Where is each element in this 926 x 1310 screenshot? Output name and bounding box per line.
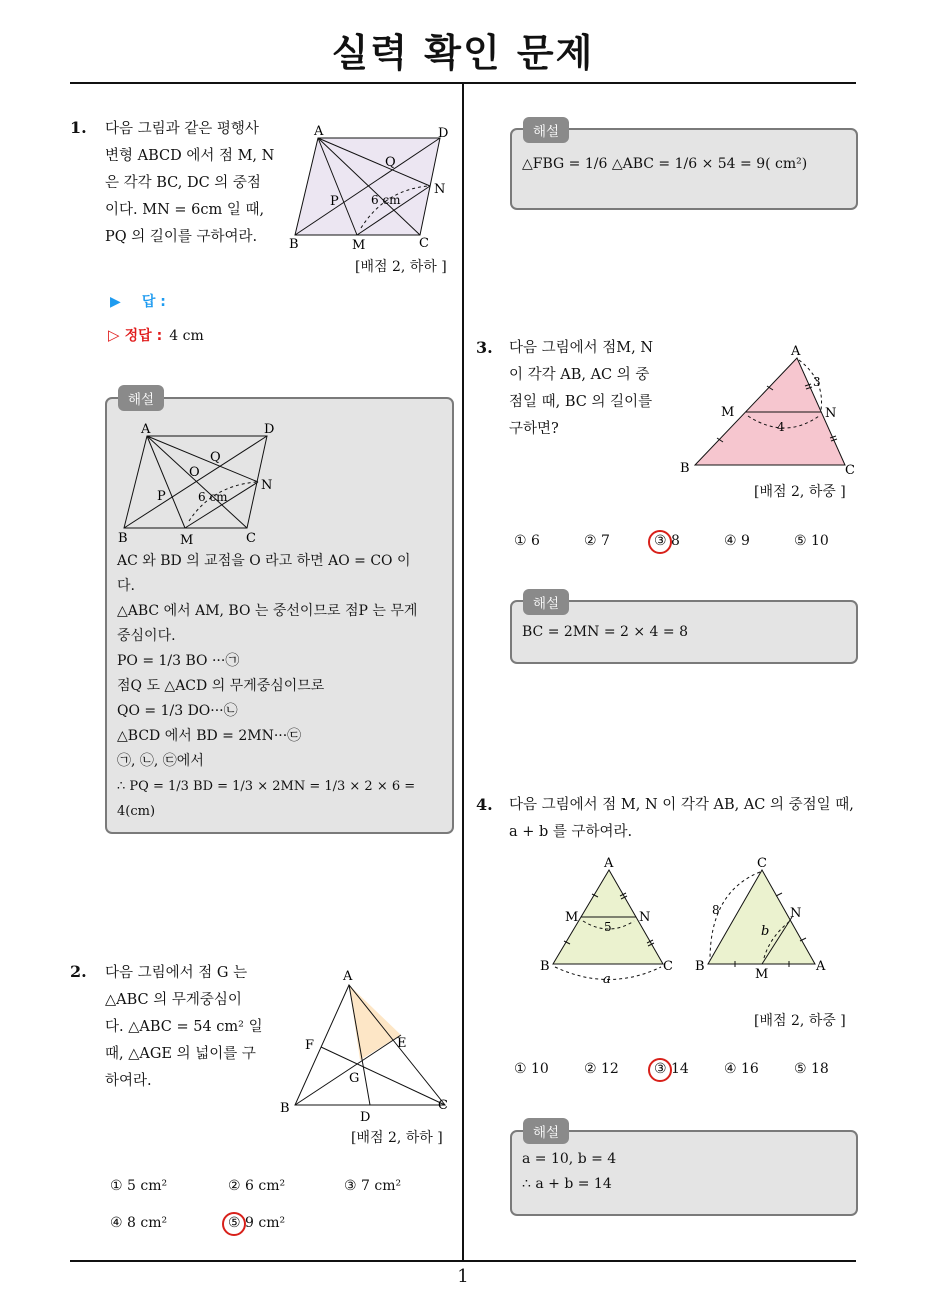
figure-label: B	[540, 959, 550, 974]
question-1-line: 은 각각 BC, DC 의 중점	[105, 175, 261, 191]
solution-tag: 해설	[523, 1118, 569, 1144]
figure-label: N	[639, 910, 651, 925]
figure-label: A	[791, 344, 801, 359]
figure-label: M	[565, 910, 579, 925]
figure-label: N	[261, 478, 273, 493]
figure-label: B	[680, 461, 690, 476]
choice-3[interactable]: ③ 7 cm²	[344, 1178, 402, 1194]
figure-label: O	[189, 465, 200, 480]
page-number: 1	[457, 1266, 469, 1287]
figure-label: C	[438, 1098, 448, 1113]
correct-answer-row	[108, 325, 204, 345]
question-1-line: 다음 그림과 같은 평행사	[105, 121, 259, 137]
figure-label: F	[305, 1038, 315, 1053]
choice-4[interactable]: ④ 16	[724, 1061, 759, 1077]
question-2-line: 때, △AGE 의 넓이를 구	[105, 1046, 256, 1062]
question-3-number: 3.	[476, 338, 493, 357]
figure-label: C	[246, 531, 256, 546]
choice-2[interactable]: ② 7	[584, 533, 610, 549]
correct-answer-label: 정답 :	[124, 328, 163, 344]
figure-label: M	[180, 533, 194, 548]
question-2-number: 2.	[70, 962, 87, 981]
question-3-text	[509, 335, 669, 443]
choice-5[interactable]: ⑤ 10	[794, 533, 829, 549]
figure-label: D	[360, 1110, 371, 1125]
figure-label: A	[604, 856, 614, 871]
question-1-text	[105, 116, 280, 251]
question-2-text	[105, 960, 270, 1095]
figure-label: Q	[210, 450, 221, 465]
figure-label: A	[343, 969, 353, 984]
figure-label: M	[755, 967, 769, 982]
question-2-meta: [배점 2, 하하 ]	[351, 1130, 443, 1146]
figure-label: 4	[777, 420, 785, 434]
solution-line: 중심이다.	[117, 628, 176, 644]
solution-line: △ABC 에서 AM, BO 는 중선이므로 점P 는 무게	[117, 603, 418, 619]
figure-label: C	[419, 236, 429, 251]
question-4-line: a + b 를 구하여라.	[509, 824, 633, 840]
solution-1-figure	[112, 418, 287, 548]
figure-label: 5	[604, 920, 612, 934]
question-4-line: 다음 그림에서 점 M, N 이 각각 AB, AC 의 중점일 때,	[509, 797, 854, 813]
solution-line: QO = 1/3 DO···㉡	[117, 703, 238, 719]
figure-label: A	[816, 959, 826, 974]
question-4-meta: [배점 2, 하중 ]	[754, 1013, 846, 1029]
figure-label: G	[349, 1071, 360, 1086]
question-2-line: △ABC 의 무게중심이	[105, 992, 242, 1008]
question-3-line: 구하면?	[509, 421, 559, 437]
question-2-figure	[275, 965, 455, 1125]
figure-label: A	[141, 422, 151, 437]
question-1-line: 이다. MN = 6cm 일 때,	[105, 202, 265, 218]
bottom-rule	[70, 1260, 856, 1262]
solution-line: ㉠, ㉡, ㉢에서	[117, 753, 204, 769]
figure-label: B	[289, 237, 299, 252]
question-1-number: 1.	[70, 118, 87, 137]
outline-arrow-icon: ▷	[108, 326, 120, 344]
choice-1[interactable]: ① 5 cm²	[110, 1178, 168, 1194]
choice-4[interactable]: ④ 9	[724, 533, 750, 549]
correct-answer-value: 4 cm	[169, 328, 204, 344]
question-4-figure-left	[535, 852, 685, 987]
question-3-figure	[675, 340, 860, 480]
question-4-solution	[522, 1147, 616, 1197]
question-3-meta: [배점 2, 하중 ]	[754, 484, 846, 500]
choice-5[interactable]: ⑤ 9 cm²	[228, 1215, 286, 1231]
play-arrow-icon: ▶	[110, 294, 121, 310]
question-4-figure-right	[690, 852, 835, 987]
figure-label: B	[280, 1101, 290, 1116]
choice-3[interactable]: ③ 14	[654, 1061, 689, 1077]
solution-line: △BCD 에서 BD = 2MN···㉢	[117, 728, 302, 744]
question-2-line: 다음 그림에서 점 G 는	[105, 965, 248, 981]
figure-label: D	[264, 422, 275, 437]
figure-label: B	[695, 959, 705, 974]
figure-label: N	[790, 906, 802, 921]
figure-label: b	[761, 924, 770, 939]
figure-label: P	[330, 194, 339, 209]
question-3-solution: BC = 2MN = 2 × 4 = 8	[522, 624, 688, 640]
question-1-line: 변형 ABCD 에서 점 M, N	[105, 148, 275, 164]
figure-label: C	[757, 856, 767, 871]
solution-line: 다.	[117, 578, 135, 594]
figure-label: P	[157, 489, 166, 504]
question-2-line: 다. △ABC = 54 cm² 일	[105, 1019, 263, 1035]
question-3-line: 이 각각 AB, AC 의 중	[509, 367, 650, 383]
figure-label: Q	[385, 155, 396, 170]
choice-1[interactable]: ① 6	[514, 533, 540, 549]
figure-label: 6 cm	[371, 193, 401, 207]
figure-label: C	[845, 463, 855, 478]
question-4-number: 4.	[476, 795, 493, 814]
answer-label: 답 :	[141, 294, 166, 310]
solution-line: ∴ PQ = 1/3 BD = 1/3 × 2MN = 1/3 × 2 × 6 = 4(cm)	[117, 779, 416, 819]
solution-line: AC 와 BD 의 교점을 O 라고 하면 AO = CO 이	[117, 553, 411, 569]
figure-label: 3	[813, 375, 821, 389]
column-divider	[462, 83, 464, 1261]
choice-5[interactable]: ⑤ 18	[794, 1061, 829, 1077]
choice-4[interactable]: ④ 8 cm²	[110, 1215, 168, 1231]
figure-label: 8	[712, 903, 720, 917]
figure-label: B	[118, 531, 128, 546]
choice-1[interactable]: ① 10	[514, 1061, 549, 1077]
figure-label: 6 cm	[198, 490, 228, 504]
figure-label: C	[663, 959, 673, 974]
solution-line: ∴ a + b = 14	[522, 1176, 612, 1192]
choice-2[interactable]: ② 6 cm²	[228, 1178, 286, 1194]
solution-line: PO = 1/3 BO ···㉠	[117, 653, 240, 669]
answer-row	[110, 291, 166, 311]
question-4-text	[509, 792, 859, 846]
question-3-line: 점일 때, BC 의 길이를	[509, 394, 653, 410]
question-2-solution: △FBG = 1/6 △ABC = 1/6 × 54 = 9( cm²)	[522, 156, 808, 172]
figure-label: N	[825, 406, 837, 421]
question-3-line: 다음 그림에서 점M, N	[509, 340, 654, 356]
figure-label: M	[721, 405, 735, 420]
choice-3[interactable]: ③ 8	[654, 533, 680, 549]
question-2-line: 하여라.	[105, 1073, 152, 1089]
figure-label: A	[314, 124, 324, 139]
choice-2[interactable]: ② 12	[584, 1061, 619, 1077]
solution-tag: 해설	[523, 589, 569, 615]
question-1-line: PQ 의 길이를 구하여라.	[105, 229, 258, 245]
figure-label: N	[434, 182, 446, 197]
solution-tag: 해설	[118, 385, 164, 411]
page-title: 실력 확인 문제	[331, 31, 595, 75]
question-1-solution-text	[117, 549, 447, 824]
figure-label: a	[603, 972, 611, 987]
figure-label: E	[397, 1036, 407, 1051]
figure-label: D	[438, 126, 449, 141]
solution-tag: 해설	[523, 117, 569, 143]
figure-label: M	[352, 238, 366, 253]
solution-line: a = 10, b = 4	[522, 1151, 617, 1167]
question-1-meta: [배점 2, 하하 ]	[355, 259, 447, 275]
question-1-figure	[285, 120, 460, 255]
solution-line: 점Q 도 △ACD 의 무게중심이므로	[117, 678, 325, 694]
